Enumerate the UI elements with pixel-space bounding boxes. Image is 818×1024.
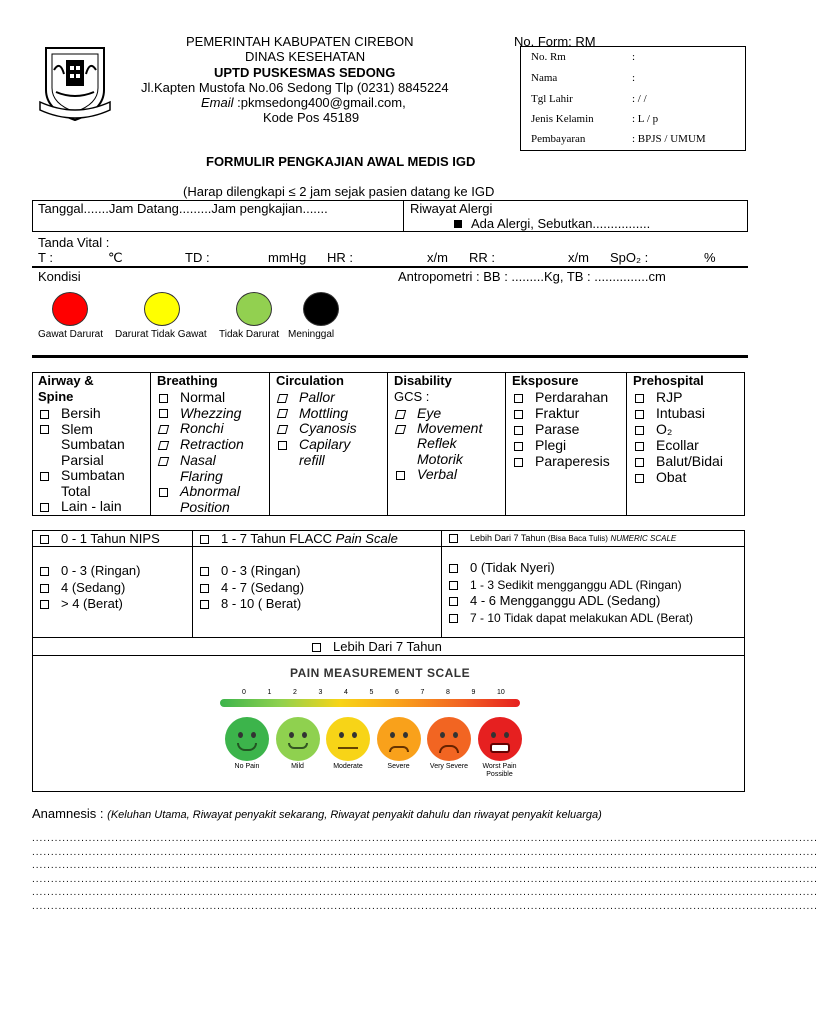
assessment-item[interactable]: Plegi bbox=[514, 437, 566, 453]
patient-field-label: No. Rm bbox=[531, 51, 566, 63]
scale-number: 8 bbox=[446, 689, 450, 696]
checkbox-icon[interactable] bbox=[514, 394, 523, 403]
assessment-item[interactable]: Mottling bbox=[278, 405, 348, 421]
anamnesis-line[interactable]: ................................................................................................................................................................................................................ bbox=[32, 833, 818, 844]
scale-number: 0 bbox=[242, 689, 246, 696]
numeric-item[interactable]: 4 - 6 Mengganggu ADL (Sedang) bbox=[449, 593, 660, 609]
anamnesis-line[interactable]: ................................................................................................................................................................................................................ bbox=[32, 860, 818, 871]
scale-number: 7 bbox=[420, 689, 425, 696]
assessment-item[interactable]: RJP bbox=[635, 389, 682, 405]
checkbox-icon[interactable] bbox=[200, 567, 209, 576]
assessment-item[interactable]: Movement bbox=[396, 420, 482, 436]
condition-circle[interactable] bbox=[303, 292, 339, 326]
form-subtitle: (Harap dilengkapi ≤ 2 jam sejak pasien datang ke IGD bbox=[183, 184, 495, 199]
assessment-item[interactable]: Whezzing bbox=[159, 405, 241, 421]
assessment-item[interactable]: Obat bbox=[635, 469, 686, 485]
assessment-item[interactable]: Total bbox=[61, 482, 91, 499]
column-title: Airway & bbox=[38, 373, 94, 388]
checkbox-icon[interactable] bbox=[277, 394, 288, 403]
assessment-item[interactable]: Flaring bbox=[180, 467, 223, 484]
nips-item[interactable]: > 4 (Berat) bbox=[40, 596, 123, 612]
checkbox-icon[interactable] bbox=[159, 409, 168, 418]
assessment-item[interactable]: Balut/Bidai bbox=[635, 453, 723, 469]
flacc-item[interactable]: 4 - 7 (Sedang) bbox=[200, 580, 304, 596]
gcs-label: GCS : bbox=[394, 389, 430, 404]
patient-field-label: Pembayaran bbox=[531, 133, 586, 145]
form-title: FORMULIR PENGKAJIAN AWAL MEDIS IGD bbox=[206, 154, 476, 169]
spo2-field[interactable]: SpO₂ : bbox=[610, 250, 649, 265]
scale-number: 4 bbox=[344, 689, 348, 696]
resp-rate-field[interactable]: RR : bbox=[469, 250, 495, 265]
over-7-years-option[interactable]: Lebih Dari 7 Tahun bbox=[312, 639, 442, 654]
assessment-item[interactable]: Sumbatan bbox=[61, 436, 125, 452]
pain-face-icon bbox=[377, 717, 421, 761]
anamnesis-line[interactable]: ................................................................................................................................................................................................................ bbox=[32, 900, 818, 912]
assessment-item[interactable]: Position bbox=[180, 498, 230, 515]
header-postcode: Kode Pos 45189 bbox=[263, 110, 360, 125]
checkbox-icon[interactable] bbox=[635, 442, 644, 451]
checkbox-icon[interactable] bbox=[278, 441, 287, 450]
anamnesis-line[interactable]: ................................................................................................................................................................................................................ bbox=[32, 887, 818, 898]
checkbox-icon[interactable] bbox=[277, 409, 288, 418]
assessment-item[interactable]: Fraktur bbox=[514, 405, 579, 421]
patient-field-value[interactable]: : L / p bbox=[632, 113, 659, 125]
checkbox-icon[interactable] bbox=[40, 503, 49, 512]
pain-face-label: Mild bbox=[291, 763, 304, 770]
patient-field-label: Jenis Kelamin bbox=[531, 113, 594, 125]
checkbox-icon[interactable] bbox=[449, 534, 458, 543]
rr-unit: x/m bbox=[568, 250, 589, 265]
assessment-item[interactable]: Abnormal bbox=[159, 483, 240, 499]
column-title: Breathing bbox=[157, 373, 218, 388]
assessment-item[interactable]: Parsial bbox=[61, 451, 104, 468]
condition-label: Kondisi bbox=[38, 269, 81, 284]
checkbox-icon[interactable] bbox=[635, 426, 644, 435]
checkbox-icon[interactable] bbox=[514, 442, 523, 451]
assessment-item[interactable]: Bersih bbox=[40, 405, 101, 421]
assessment-item[interactable]: Lain - lain bbox=[40, 498, 122, 514]
assessment-item[interactable]: Retraction bbox=[159, 436, 244, 452]
scale-number: 6 bbox=[395, 689, 399, 696]
filled-square-icon bbox=[454, 220, 462, 228]
numeric-item[interactable]: 0 (Tidak Nyeri) bbox=[449, 560, 555, 576]
checkbox-icon[interactable] bbox=[514, 458, 523, 467]
heart-rate-field[interactable]: HR : bbox=[327, 250, 353, 265]
checkbox-icon[interactable] bbox=[635, 474, 644, 483]
scale-number: 1 bbox=[267, 689, 272, 696]
column-title: Disability bbox=[394, 373, 452, 388]
assessment-item[interactable]: Motorik bbox=[417, 450, 463, 467]
checkbox-icon[interactable] bbox=[449, 597, 458, 606]
column-title: Spine bbox=[38, 389, 74, 404]
date-time-fields[interactable]: Tanggal.......Jam Datang.........Jam pengkajian....... bbox=[38, 201, 328, 216]
header-address: Jl.Kapten Mustofa No.06 Sedong Tlp (0231) 8845224 bbox=[141, 80, 449, 95]
pain-scale-bar bbox=[220, 699, 520, 707]
pain-face-label: Very Severe bbox=[429, 763, 469, 770]
hr-unit: x/m bbox=[427, 250, 448, 265]
allergy-history-label: Riwayat Alergi bbox=[410, 201, 493, 216]
checkbox-icon[interactable] bbox=[200, 535, 209, 544]
checkbox-icon[interactable] bbox=[200, 584, 209, 593]
checkbox-icon[interactable] bbox=[449, 614, 458, 623]
checkbox-icon[interactable] bbox=[395, 425, 406, 434]
header-email: Email :pkmsedong400@gmail.com, bbox=[201, 95, 406, 110]
checkbox-icon[interactable] bbox=[514, 426, 523, 435]
flacc-item[interactable]: 0 - 3 (Ringan) bbox=[200, 563, 300, 579]
pain-face-label: Severe bbox=[387, 763, 410, 770]
assessment-item[interactable]: Perdarahan bbox=[514, 389, 608, 405]
anamnesis-label: Anamnesis : (Keluhan Utama, Riwayat penyakit sekarang, Riwayat penyakit dahulu dan riwayat penyakit keluarga) bbox=[32, 806, 602, 821]
assessment-item[interactable]: Cyanosis bbox=[278, 420, 357, 436]
checkbox-icon[interactable] bbox=[158, 425, 169, 434]
pain-face-icon bbox=[276, 717, 320, 761]
condition-label: Darurat Tidak Gawat bbox=[115, 329, 207, 340]
assessment-item[interactable]: O₂ bbox=[635, 421, 672, 437]
assessment-item[interactable]: Ecollar bbox=[635, 437, 699, 453]
assessment-item[interactable]: Ronchi bbox=[159, 420, 224, 436]
assessment-item[interactable]: Reflek bbox=[417, 435, 457, 452]
assessment-item[interactable]: Pallor bbox=[278, 389, 335, 405]
nips-item[interactable]: 4 (Sedang) bbox=[40, 580, 125, 596]
scale-number: 10 bbox=[497, 689, 505, 696]
pain-face-icon bbox=[427, 717, 471, 761]
pain-face-label: Worst Pain Possible bbox=[482, 763, 517, 778]
assessment-item[interactable]: Paraperesis bbox=[514, 453, 610, 469]
column-title: Prehospital bbox=[633, 373, 704, 388]
pain-scale-title: PAIN MEASUREMENT SCALE bbox=[290, 666, 471, 680]
patient-field-value[interactable]: : BPJS / UMUM bbox=[632, 133, 706, 145]
pain-face-icon bbox=[326, 717, 370, 761]
checkbox-icon[interactable] bbox=[40, 600, 49, 609]
checkbox-icon[interactable] bbox=[449, 564, 458, 573]
assessment-item[interactable]: Capilary bbox=[278, 436, 350, 452]
mmhg-unit: mmHg bbox=[268, 250, 307, 265]
column-title: Circulation bbox=[276, 373, 344, 388]
condition-circle[interactable] bbox=[52, 292, 88, 326]
puskesmas-logo bbox=[36, 40, 114, 126]
celsius-unit: ℃ bbox=[108, 250, 123, 265]
assessment-item[interactable]: Slem bbox=[40, 421, 93, 437]
blood-pressure-field[interactable]: TD : bbox=[185, 250, 210, 265]
patient-field-value[interactable]: : bbox=[632, 51, 636, 63]
numeric-item[interactable]: 1 - 3 Sedikit mengganggu ADL (Ringan) bbox=[449, 577, 682, 593]
anthropometry-fields[interactable]: Antropometri : BB : .........Kg, TB : ...............cm bbox=[398, 269, 666, 284]
checkbox-icon[interactable] bbox=[635, 410, 644, 419]
scale-number: 5 bbox=[369, 689, 374, 696]
checkbox-icon[interactable] bbox=[40, 472, 49, 481]
checkbox-icon[interactable] bbox=[159, 488, 168, 497]
assessment-item[interactable]: Intubasi bbox=[635, 405, 705, 421]
scale-number: 9 bbox=[471, 689, 476, 696]
condition-label: Meninggal bbox=[288, 329, 335, 340]
assessment-item[interactable]: Eye bbox=[396, 405, 441, 421]
assessment-item[interactable]: refill bbox=[299, 451, 325, 468]
nips-option[interactable]: 0 - 1 Tahun NIPS bbox=[40, 531, 160, 546]
percent-unit: % bbox=[704, 250, 716, 265]
patient-field-label: Nama bbox=[531, 72, 558, 84]
checkbox-icon[interactable] bbox=[40, 535, 49, 544]
numeric-option[interactable]: Lebih Dari 7 Tahun (Bisa Baca Tulis) NUMERIC SCALE bbox=[449, 533, 676, 543]
assessment-item[interactable]: Normal bbox=[159, 389, 225, 405]
checkbox-icon[interactable] bbox=[40, 567, 49, 576]
scale-number: 3 bbox=[318, 689, 323, 696]
flacc-item[interactable]: 8 - 10 ( Berat) bbox=[200, 596, 301, 612]
checkbox-icon[interactable] bbox=[158, 457, 169, 466]
form-number: No. Form: RM bbox=[514, 34, 596, 49]
pain-face-icon bbox=[478, 717, 522, 761]
header-puskesmas: UPTD PUSKESMAS SEDONG bbox=[214, 65, 396, 80]
assessment-item[interactable]: Parase bbox=[514, 421, 579, 437]
flacc-option[interactable]: 1 - 7 Tahun FLACC Pain Scale bbox=[200, 531, 398, 546]
allergy-option[interactable]: Ada Alergi, Sebutkan................ bbox=[454, 216, 650, 231]
patient-field-value[interactable]: : / / bbox=[632, 93, 647, 105]
condition-circle[interactable] bbox=[236, 292, 272, 326]
pain-face-label: Moderate bbox=[333, 763, 363, 770]
pain-face-icon bbox=[225, 717, 269, 761]
anamnesis-line[interactable]: ................................................................................................................................................................................................................ bbox=[32, 873, 818, 885]
checkbox-icon[interactable] bbox=[514, 410, 523, 419]
vital-signs-label: Tanda Vital : bbox=[38, 235, 110, 250]
checkbox-icon[interactable] bbox=[40, 584, 49, 593]
checkbox-icon[interactable] bbox=[395, 410, 406, 419]
nips-item[interactable]: 0 - 3 (Ringan) bbox=[40, 563, 140, 579]
checkbox-icon[interactable] bbox=[159, 394, 168, 403]
condition-circle[interactable] bbox=[144, 292, 180, 326]
checkbox-icon[interactable] bbox=[449, 581, 458, 590]
anamnesis-line[interactable]: ................................................................................................................................................................................................................ bbox=[32, 846, 818, 858]
condition-label: Gawat Darurat bbox=[38, 329, 104, 340]
checkbox-icon[interactable] bbox=[158, 441, 169, 450]
patient-field-label: Tgl Lahir bbox=[531, 93, 573, 105]
assessment-item[interactable]: Nasal bbox=[159, 452, 216, 468]
checkbox-icon[interactable] bbox=[40, 425, 49, 434]
column-title: Eksposure bbox=[512, 373, 579, 388]
checkbox-icon[interactable] bbox=[396, 471, 405, 480]
checkbox-icon[interactable] bbox=[635, 458, 644, 467]
temperature-field[interactable]: T : bbox=[38, 250, 53, 265]
checkbox-icon[interactable] bbox=[312, 643, 321, 652]
header-agency: DINAS KESEHATAN bbox=[245, 49, 366, 64]
condition-label: Tidak Darurat bbox=[219, 329, 280, 340]
checkbox-icon[interactable] bbox=[277, 425, 288, 434]
checkbox-icon[interactable] bbox=[40, 410, 49, 419]
assessment-item[interactable]: Verbal bbox=[396, 466, 457, 482]
checkbox-icon[interactable] bbox=[635, 394, 644, 403]
pain-face-label: No Pain bbox=[234, 763, 260, 770]
patient-field-value[interactable]: : bbox=[632, 72, 636, 84]
scale-number: 2 bbox=[293, 689, 297, 696]
numeric-item[interactable]: 7 - 10 Tidak dapat melakukan ADL (Berat) bbox=[449, 610, 693, 626]
header-government: PEMERINTAH KABUPATEN CIREBON bbox=[186, 34, 414, 49]
checkbox-icon[interactable] bbox=[200, 600, 209, 609]
assessment-item[interactable]: Sumbatan bbox=[40, 467, 125, 483]
